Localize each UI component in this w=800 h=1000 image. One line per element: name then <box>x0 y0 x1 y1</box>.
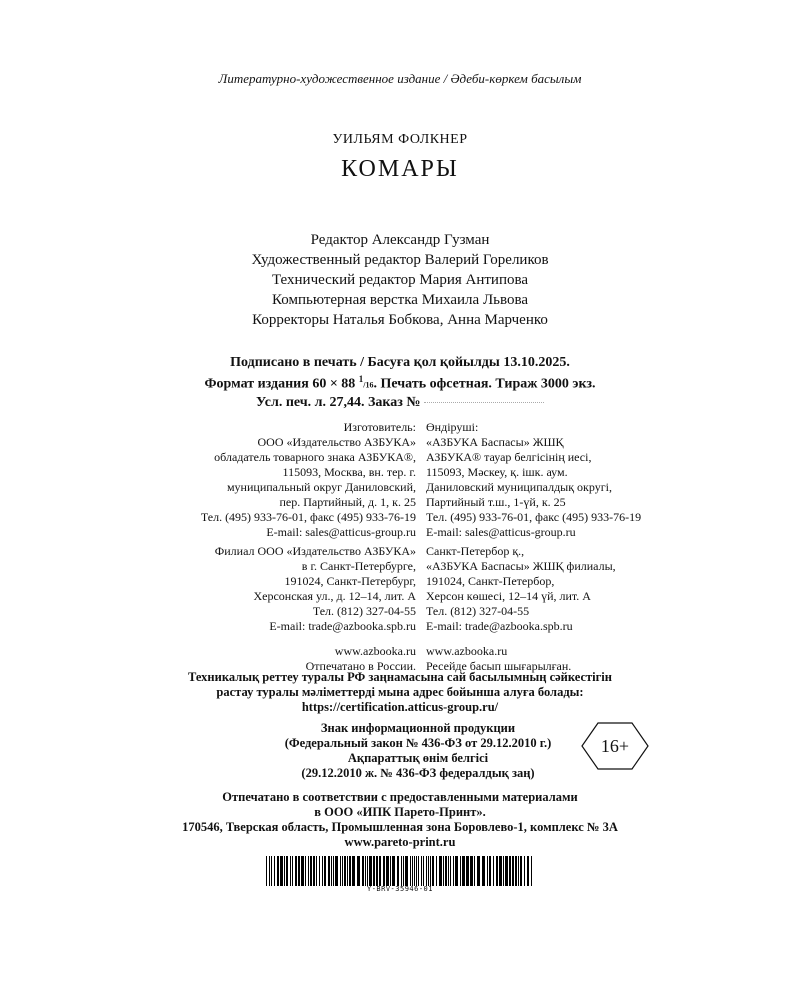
branch-ru-line: Филиал ООО «Издательство АЗБУКА» <box>214 544 416 558</box>
series-line: Литературно-художественное издание / Әдеби-көркем басылым <box>218 71 582 86</box>
manufacturer-kz-line: Даниловский муниципалдық округі, <box>426 480 612 494</box>
barcode-bar <box>308 856 309 886</box>
barcode-bar <box>269 856 270 886</box>
website-kz: www.azbooka.ru <box>426 644 508 658</box>
barcode-bar <box>518 856 519 886</box>
book-title: КОМАРЫ <box>341 156 459 182</box>
barcode-bar <box>453 856 454 886</box>
printer-line: Отпечатано в соответствии с предоставленными материалами <box>222 790 578 804</box>
certification-url: https://certification.atticus-group.ru/ <box>301 700 499 714</box>
branch-kz <box>426 544 641 634</box>
barcode-bar <box>428 856 429 886</box>
printed-in-ru: Отпечатано в России. <box>305 659 416 673</box>
barcode-bar <box>277 856 279 886</box>
barcode-icon <box>266 856 534 886</box>
branch-ru <box>201 544 416 634</box>
info-sign-line: Знак информационной продукции <box>320 721 516 735</box>
barcode-bar <box>295 856 297 886</box>
barcode-bar <box>352 856 355 886</box>
barcode-bar <box>271 856 272 886</box>
barcode-bar <box>432 856 434 886</box>
barcode-bar <box>331 856 332 886</box>
barcode-bar <box>376 856 378 886</box>
barcode-bar <box>509 856 511 886</box>
barcode-bar <box>439 856 442 886</box>
certification-line: Техникалық реттеу туралы РФ заңнамасына сай басылымның сәйкестігін <box>188 670 612 684</box>
barcode-bar <box>430 856 431 886</box>
barcode-bar <box>466 856 469 886</box>
printer-line: в ООО «ИПК Парето-Принт». <box>314 805 486 819</box>
signed-date: Подписано в печать / Басуға қол қойылды 13.10.2025. <box>230 355 570 370</box>
credit-proofreaders: Корректоры Наталья Бобкова, Анна Марченко <box>252 312 548 328</box>
format-line <box>0 371 800 394</box>
branch-ru-line: E-mail: trade@azbooka.spb.ru <box>269 619 416 633</box>
barcode-bar <box>280 856 283 886</box>
manufacturer-kz <box>426 420 641 540</box>
branch-kz-line: Санкт-Петербор қ., <box>426 544 525 558</box>
barcode-bar <box>418 856 419 886</box>
barcode-bar <box>298 856 300 886</box>
barcode-bar <box>423 856 424 886</box>
column-russian <box>201 420 416 674</box>
info-sign-line: (Федеральный закон № 436-ФЗ от 29.12.2010 г.) <box>284 736 552 750</box>
printed-in-kz: Ресейде басып шығарылған. <box>426 659 572 673</box>
barcode-bar <box>482 856 485 886</box>
barcode-bar <box>512 856 514 886</box>
barcode-bar <box>412 856 413 886</box>
format-suffix: . Печать офсетная. Тираж 3000 экз. <box>373 376 596 392</box>
barcode-bar <box>448 856 449 886</box>
info-sign-line: (29.12.2010 ж. № 436-ФЗ федералдық заң) <box>301 766 535 780</box>
manufacturer-kz-line: 115093, Мәскеу, қ. ішк. аум. <box>426 465 568 479</box>
barcode-bar <box>499 856 502 886</box>
barcode-bar <box>324 856 326 886</box>
author-name: УИЛЬЯМ ФОЛКНЕР <box>332 132 468 147</box>
branch-ru-line: Тел. (812) 327-04-55 <box>312 604 416 618</box>
barcode-bar <box>520 856 522 886</box>
barcode-bar <box>405 856 408 886</box>
age-rating-badge <box>580 721 650 771</box>
printer-url: www.pareto-print.ru <box>344 835 456 849</box>
barcode-bar <box>445 856 447 886</box>
barcode-bar <box>316 856 317 886</box>
barcode-code: Y-BRV-35946-01 <box>366 885 433 893</box>
barcode-bar <box>349 856 351 886</box>
manufacturer-kz-line: «АЗБУКА Баспасы» ЖШҚ <box>426 435 564 449</box>
barcode-bar <box>421 856 422 886</box>
manufacturer-kz-line: Өндіруші: <box>426 420 479 434</box>
barcode-bar <box>301 856 304 886</box>
barcode-bar <box>531 856 532 886</box>
branch-kz-line: 191024, Санкт-Петербор, <box>426 574 555 588</box>
barcode-bar <box>489 856 491 886</box>
branch-kz-line: Херсон көшесі, 12–14 үй, лит. А <box>426 589 591 603</box>
barcode-bar <box>292 856 293 886</box>
barcode-bar <box>322 856 323 886</box>
barcode-bar <box>379 856 381 886</box>
manufacturer-kz-line: Партийный т.ш., 1-үй, к. 25 <box>426 495 566 509</box>
column-kazakh <box>426 420 641 674</box>
barcode-bar <box>487 856 488 886</box>
barcode-bar <box>319 856 320 886</box>
barcode-bar <box>470 856 473 886</box>
barcode-bar <box>373 856 375 886</box>
credit-layout: Компьютерная верстка Михаила Львова <box>271 292 528 308</box>
credit-tech-editor: Технический редактор Мария Антипова <box>271 272 529 288</box>
barcode-bar <box>460 856 461 886</box>
barcode-bar <box>450 856 451 886</box>
barcode-bar <box>397 856 399 886</box>
barcode-bar <box>284 856 285 886</box>
credit-editor: Редактор Александр Гузман <box>310 232 490 248</box>
barcode-bar <box>313 856 315 886</box>
printer-block <box>0 790 800 850</box>
barcode-bar <box>286 856 288 886</box>
barcode-bar <box>362 856 364 886</box>
barcode-bar <box>436 856 437 886</box>
barcode-bar <box>344 856 346 886</box>
manufacturer-kz-line: E-mail: sales@atticus-group.ru <box>426 525 576 539</box>
barcode-bar <box>443 856 444 886</box>
barcode-bar <box>290 856 291 886</box>
barcode-bar <box>310 856 312 886</box>
manufacturer-ru-line: E-mail: sales@atticus-group.ru <box>266 525 416 539</box>
branch-kz-line: Тел. (812) 327-04-55 <box>426 604 530 618</box>
manufacturer-kz-line: АЗБУКА® тауар белгісінің иесі, <box>426 450 592 464</box>
format-sub: /16 <box>363 380 374 390</box>
barcode-bar <box>416 856 417 886</box>
certification-block <box>0 670 800 715</box>
barcode-bar <box>474 856 475 886</box>
barcode-bar <box>266 856 267 886</box>
barcode-bar <box>505 856 508 886</box>
barcode-bar <box>328 856 330 886</box>
branch-kz-line: «АЗБУКА Баспасы» ЖШҚ филиалы, <box>426 559 616 573</box>
credit-art-editor: Художественный редактор Валерий Гореликов <box>251 252 549 268</box>
barcode-bar <box>390 856 391 886</box>
barcode-bar <box>426 856 427 886</box>
format-prefix: Формат издания 60 × 88 <box>204 376 359 392</box>
info-sign-line: Ақпараттық өнім белгісі <box>347 751 489 765</box>
barcode-bar <box>503 856 504 886</box>
barcode-bar <box>342 856 343 886</box>
barcode-bar <box>462 856 465 886</box>
barcode-bar <box>403 856 404 886</box>
barcode-bar <box>367 856 368 886</box>
barcode-bar <box>340 856 341 886</box>
info-sign-text <box>248 721 588 781</box>
barcode-bar <box>392 856 395 886</box>
barcode-bar <box>365 856 366 886</box>
barcode-bar <box>305 856 306 886</box>
barcode-bar <box>383 856 385 886</box>
credits-block <box>0 230 800 330</box>
barcode-bar <box>274 856 275 886</box>
branch-ru-line: Херсонская ул., д. 12–14, лит. А <box>253 589 416 603</box>
spacer <box>201 634 416 644</box>
spacer <box>426 634 641 644</box>
manufacturer-ru-line: Изготовитель: <box>343 420 416 434</box>
barcode-bar <box>527 856 529 886</box>
manufacturer-ru-line: Тел. (495) 933-76-01, факс (495) 933-76-19 <box>200 510 416 524</box>
barcode-bar <box>369 856 372 886</box>
certification-line: растау туралы мәліметтерді мына адрес бойынша алуға болады: <box>216 685 584 699</box>
website-ru: www.azbooka.ru <box>334 644 416 658</box>
order-text: Усл. печ. л. 27,44. Заказ № <box>256 394 421 410</box>
barcode-bar <box>414 856 415 886</box>
barcode-bar <box>477 856 480 886</box>
barcode-bar <box>410 856 411 886</box>
barcode-bar <box>493 856 494 886</box>
age-rating-label: 16+ <box>600 736 630 756</box>
manufacturer-ru-line: ООО «Издательство АЗБУКА» <box>257 435 416 449</box>
barcode-bar <box>386 856 389 886</box>
barcode-bar <box>347 856 348 886</box>
manufacturer-ru-line: 115093, Москва, вн. тер. г. <box>282 465 416 479</box>
branch-ru-line: в г. Санкт-Петербурге, <box>301 559 416 573</box>
print-details <box>0 354 800 411</box>
barcode-bar <box>515 856 517 886</box>
format-sup: 1 <box>358 374 364 384</box>
manufacturer-kz-line: Тел. (495) 933-76-01, факс (495) 933-76-19 <box>426 510 642 524</box>
barcode-bar <box>333 856 334 886</box>
manufacturer-ru <box>201 420 416 540</box>
barcode-bar <box>401 856 402 886</box>
barcode-bar <box>357 856 360 886</box>
barcode-bar <box>455 856 458 886</box>
order-blank <box>424 401 544 403</box>
barcode-bar <box>335 856 338 886</box>
order-line <box>0 394 800 411</box>
manufacturer-ru-line: муниципальный округ Даниловский, <box>226 480 416 494</box>
manufacturer-ru-line: пер. Партийный, д. 1, к. 25 <box>279 495 416 509</box>
branch-kz-line: E-mail: trade@azbooka.spb.ru <box>426 619 573 633</box>
manufacturer-ru-line: обладатель товарного знака АЗБУКА®, <box>214 450 416 464</box>
branch-ru-line: 191024, Санкт-Петербург, <box>284 574 416 588</box>
printer-line: 170546, Тверская область, Промышленная зона Боровлево-1, комплекс № 3А <box>182 820 618 834</box>
barcode-bar <box>524 856 525 886</box>
barcode-bar <box>496 856 498 886</box>
